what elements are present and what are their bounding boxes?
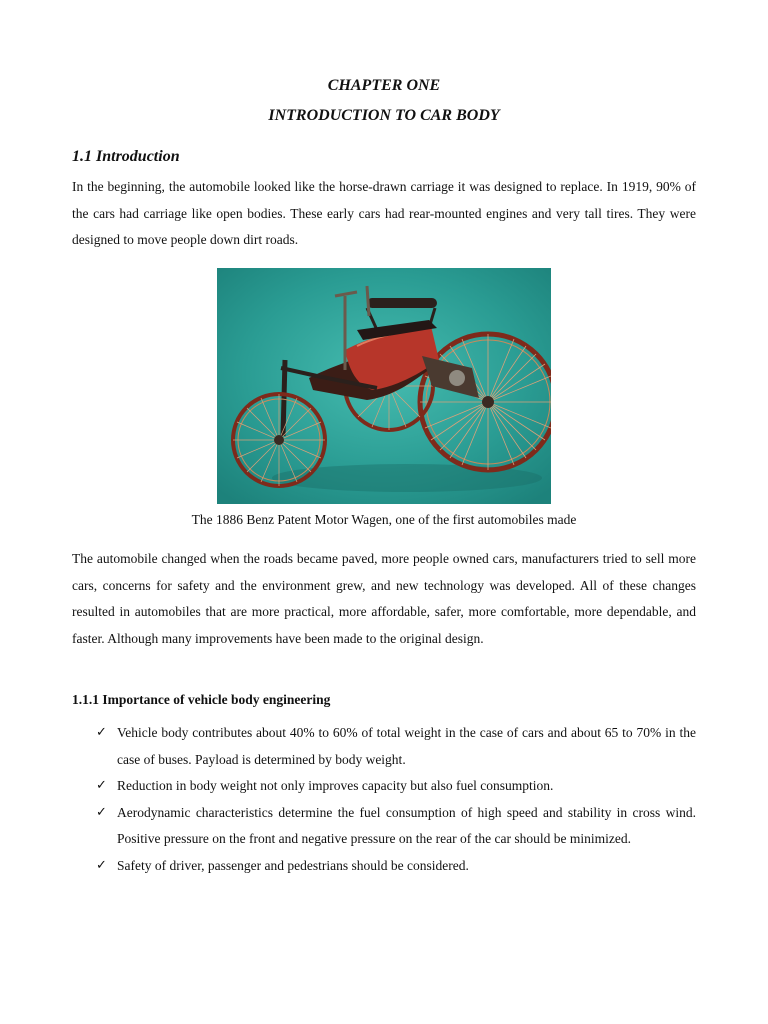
figure-caption: The 1886 Benz Patent Motor Wagen, one of the first automobiles made (191, 512, 577, 527)
list-item-text: Safety of driver, passenger and pedestrians should be considered. (117, 857, 469, 873)
list-item (96, 800, 696, 853)
checkmark-icon: ✓ (96, 725, 107, 740)
importance-list (96, 720, 696, 879)
list-item (96, 853, 696, 880)
list-item (96, 773, 696, 800)
motor-wagen-illustration (217, 268, 551, 504)
benz-motor-wagen-photo (217, 268, 551, 504)
checkmark-icon: ✓ (96, 778, 107, 793)
checkmark-icon: ✓ (96, 857, 107, 873)
list-item-text: Reduction in body weight not only improves capacity but also fuel consumption. (117, 778, 554, 793)
list-item-text: Aerodynamic characteristics determine the fuel consumption of high speed and stability in cross wind. Positive pressure on the front and negative pressure on the rear of the car should be minimized. (117, 804, 696, 846)
chapter-number: CHAPTER ONE (327, 77, 441, 94)
checkmark-icon: ✓ (96, 804, 107, 820)
section-heading: 1.1 Introduction (72, 148, 180, 165)
list-item-text: Vehicle body contributes about 40% to 60% of total weight in the case of cars and about 65 to 70% in the case of buses. Payload is determined by body weight. (117, 725, 696, 767)
list-item (96, 720, 696, 773)
chapter-title: INTRODUCTION TO CAR BODY (268, 107, 500, 124)
front-wheel (233, 394, 325, 486)
intro-paragraph: In the beginning, the automobile looked like the horse-drawn carriage it was designed to replace. In 1919, 90% of the cars had carriage like open bodies. These early cars had rear-mounted engines and very tall tires. They were designed to move people down dirt roads. (72, 179, 696, 247)
subsection-heading: 1.1.1 Importance of vehicle body engineering (72, 692, 331, 707)
history-paragraph: The automobile changed when the roads became paved, more people owned cars, manufacturers tried to sell more cars, concerns for safety and the environment grew, and new technology was developed. All of these changes resulted in automobiles that are more practical, more affordable, safer, more comfortable, more dependable, and faster. Although many improvements have been made to the original design. (72, 551, 696, 646)
